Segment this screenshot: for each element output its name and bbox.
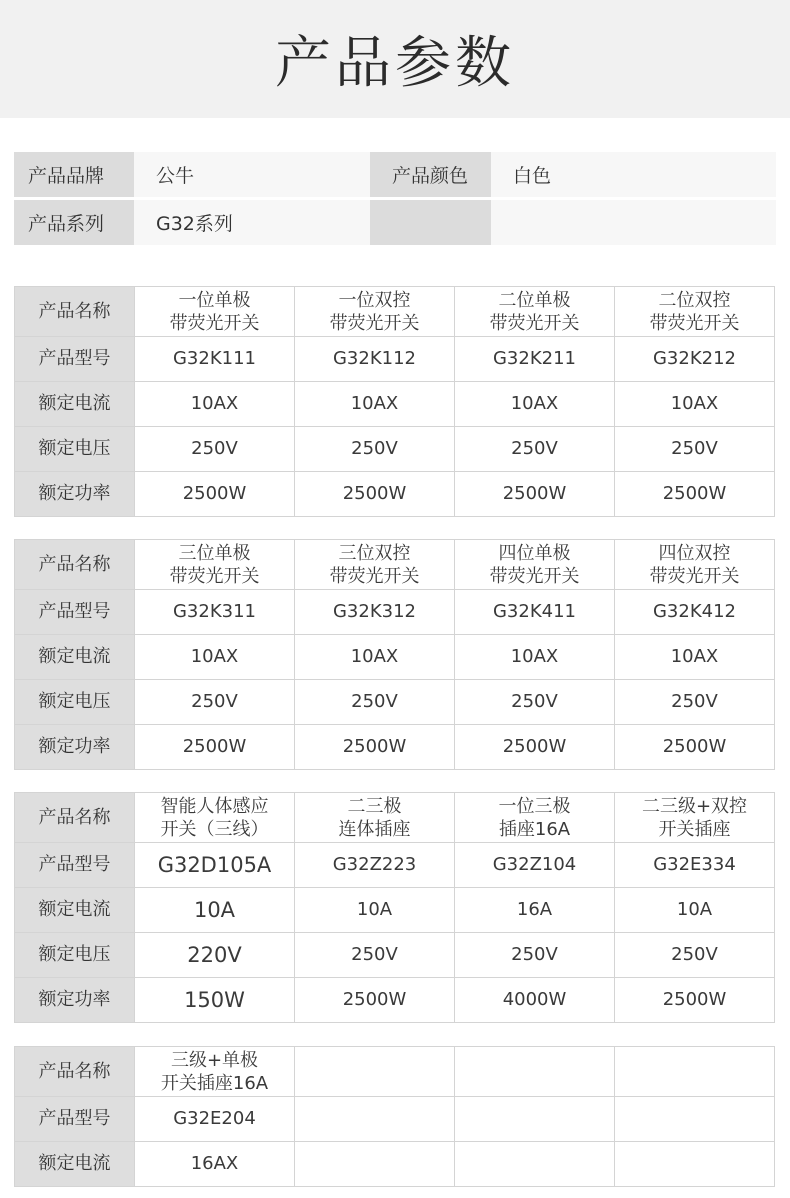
table-row-model: [15, 843, 775, 888]
basic-info-block: [14, 152, 776, 248]
product-current: [615, 1142, 775, 1187]
row-label-name: 产品名称: [15, 540, 135, 590]
product-current: 10AX: [295, 635, 455, 680]
table-row-model: [15, 1097, 775, 1142]
product-voltage: 250V: [615, 933, 775, 978]
row-label-current: 额定电流: [15, 888, 135, 933]
product-current: 10AX: [135, 382, 295, 427]
product-voltage: 250V: [135, 680, 295, 725]
product-model: G32E204: [135, 1097, 295, 1142]
product-name: [615, 1047, 775, 1097]
product-current: 16A: [455, 888, 615, 933]
product-name: [455, 1047, 615, 1097]
table-row-power: [15, 725, 775, 770]
row-label-model: 产品型号: [15, 1097, 135, 1142]
row-label-power: 额定功率: [15, 978, 135, 1023]
row-label-name: 产品名称: [15, 1047, 135, 1097]
row-label-power: 额定功率: [15, 725, 135, 770]
table-row-name: [15, 540, 775, 590]
product-name: 一位双控 带荧光开关: [295, 287, 455, 337]
product-model: G32K211: [455, 337, 615, 382]
product-name: 二三级+双控 开关插座: [615, 793, 775, 843]
brand-value: 公牛: [134, 152, 370, 197]
product-voltage: 250V: [455, 680, 615, 725]
table-row-name: [15, 793, 775, 843]
page-header: [0, 0, 790, 118]
product-power: 150W: [135, 978, 295, 1023]
product-name: 三级+单极 开关插座16A: [135, 1047, 295, 1097]
product-voltage: 250V: [295, 427, 455, 472]
row-label-name: 产品名称: [15, 793, 135, 843]
row-label-voltage: 额定电压: [15, 680, 135, 725]
product-current: [295, 1142, 455, 1187]
product-model: [455, 1097, 615, 1142]
product-current: 10AX: [295, 382, 455, 427]
product-voltage: 220V: [135, 933, 295, 978]
product-name: 二三极 连体插座: [295, 793, 455, 843]
color-value: 白色: [491, 152, 776, 197]
table-row-current: [15, 382, 775, 427]
info-row-series: [14, 200, 776, 245]
row-label-name: 产品名称: [15, 287, 135, 337]
product-voltage: 250V: [455, 933, 615, 978]
row-label-voltage: 额定电压: [15, 427, 135, 472]
page-title: 产品参数: [275, 31, 515, 96]
product-name: 二位双控 带荧光开关: [615, 287, 775, 337]
product-current: 10AX: [455, 635, 615, 680]
table-row-voltage: [15, 427, 775, 472]
table-row-model: [15, 590, 775, 635]
table-row-current: [15, 1142, 775, 1187]
table-row-current: [15, 888, 775, 933]
product-model: G32K312: [295, 590, 455, 635]
product-current: 10A: [615, 888, 775, 933]
product-model: [295, 1097, 455, 1142]
product-power: 2500W: [135, 725, 295, 770]
product-model: G32K112: [295, 337, 455, 382]
product-power: 2500W: [295, 978, 455, 1023]
product-power: 2500W: [295, 472, 455, 517]
blank-label-cell: [370, 200, 491, 245]
table-row-name: [15, 287, 775, 337]
table-row-name: [15, 1047, 775, 1097]
table-row-voltage: [15, 933, 775, 978]
product-model: [615, 1097, 775, 1142]
product-voltage: 250V: [615, 427, 775, 472]
product-model: G32D105A: [135, 843, 295, 888]
product-current: 10A: [135, 888, 295, 933]
product-voltage: 250V: [295, 933, 455, 978]
product-name: 一位三极 插座16A: [455, 793, 615, 843]
product-power: 2500W: [615, 725, 775, 770]
product-power: 2500W: [615, 472, 775, 517]
product-current: 10AX: [455, 382, 615, 427]
product-model: G32K212: [615, 337, 775, 382]
info-row-brand: [14, 152, 776, 197]
spec-table-1: [14, 286, 775, 517]
table-row-power: [15, 472, 775, 517]
row-label-current: 额定电流: [15, 1142, 135, 1187]
product-model: G32K412: [615, 590, 775, 635]
product-voltage: 250V: [295, 680, 455, 725]
blank-value-cell: [491, 200, 776, 245]
product-current: 10AX: [615, 382, 775, 427]
spec-table-3: [14, 792, 775, 1023]
product-name: 一位单极 带荧光开关: [135, 287, 295, 337]
product-voltage: 250V: [455, 427, 615, 472]
row-label-current: 额定电流: [15, 382, 135, 427]
row-label-model: 产品型号: [15, 337, 135, 382]
product-power: 2500W: [455, 725, 615, 770]
product-current: 16AX: [135, 1142, 295, 1187]
spec-table-4: [14, 1046, 775, 1187]
product-current: 10AX: [135, 635, 295, 680]
product-current: 10A: [295, 888, 455, 933]
product-model: G32K111: [135, 337, 295, 382]
product-name: 四位双控 带荧光开关: [615, 540, 775, 590]
table-row-power: [15, 978, 775, 1023]
product-voltage: 250V: [135, 427, 295, 472]
product-voltage: 250V: [615, 680, 775, 725]
row-label-model: 产品型号: [15, 843, 135, 888]
product-power: 2500W: [455, 472, 615, 517]
row-label-power: 额定功率: [15, 472, 135, 517]
product-current: [455, 1142, 615, 1187]
table-row-voltage: [15, 680, 775, 725]
row-label-voltage: 额定电压: [15, 933, 135, 978]
table-row-model: [15, 337, 775, 382]
product-power: 2500W: [295, 725, 455, 770]
product-name: 四位单极 带荧光开关: [455, 540, 615, 590]
product-model: G32E334: [615, 843, 775, 888]
product-current: 10AX: [615, 635, 775, 680]
product-power: 2500W: [615, 978, 775, 1023]
product-name: [295, 1047, 455, 1097]
spec-table-2: [14, 539, 775, 770]
row-label-model: 产品型号: [15, 590, 135, 635]
row-label-current: 额定电流: [15, 635, 135, 680]
color-label: 产品颜色: [370, 152, 491, 197]
product-name: 三位双控 带荧光开关: [295, 540, 455, 590]
series-value: G32系列: [134, 200, 370, 245]
product-name: 三位单极 带荧光开关: [135, 540, 295, 590]
product-model: G32K411: [455, 590, 615, 635]
product-model: G32Z223: [295, 843, 455, 888]
brand-label: 产品品牌: [14, 152, 134, 197]
table-row-current: [15, 635, 775, 680]
product-model: G32Z104: [455, 843, 615, 888]
product-name: 二位单极 带荧光开关: [455, 287, 615, 337]
product-model: G32K311: [135, 590, 295, 635]
series-label: 产品系列: [14, 200, 134, 245]
product-power: 2500W: [135, 472, 295, 517]
product-power: 4000W: [455, 978, 615, 1023]
product-name: 智能人体感应 开关（三线）: [135, 793, 295, 843]
